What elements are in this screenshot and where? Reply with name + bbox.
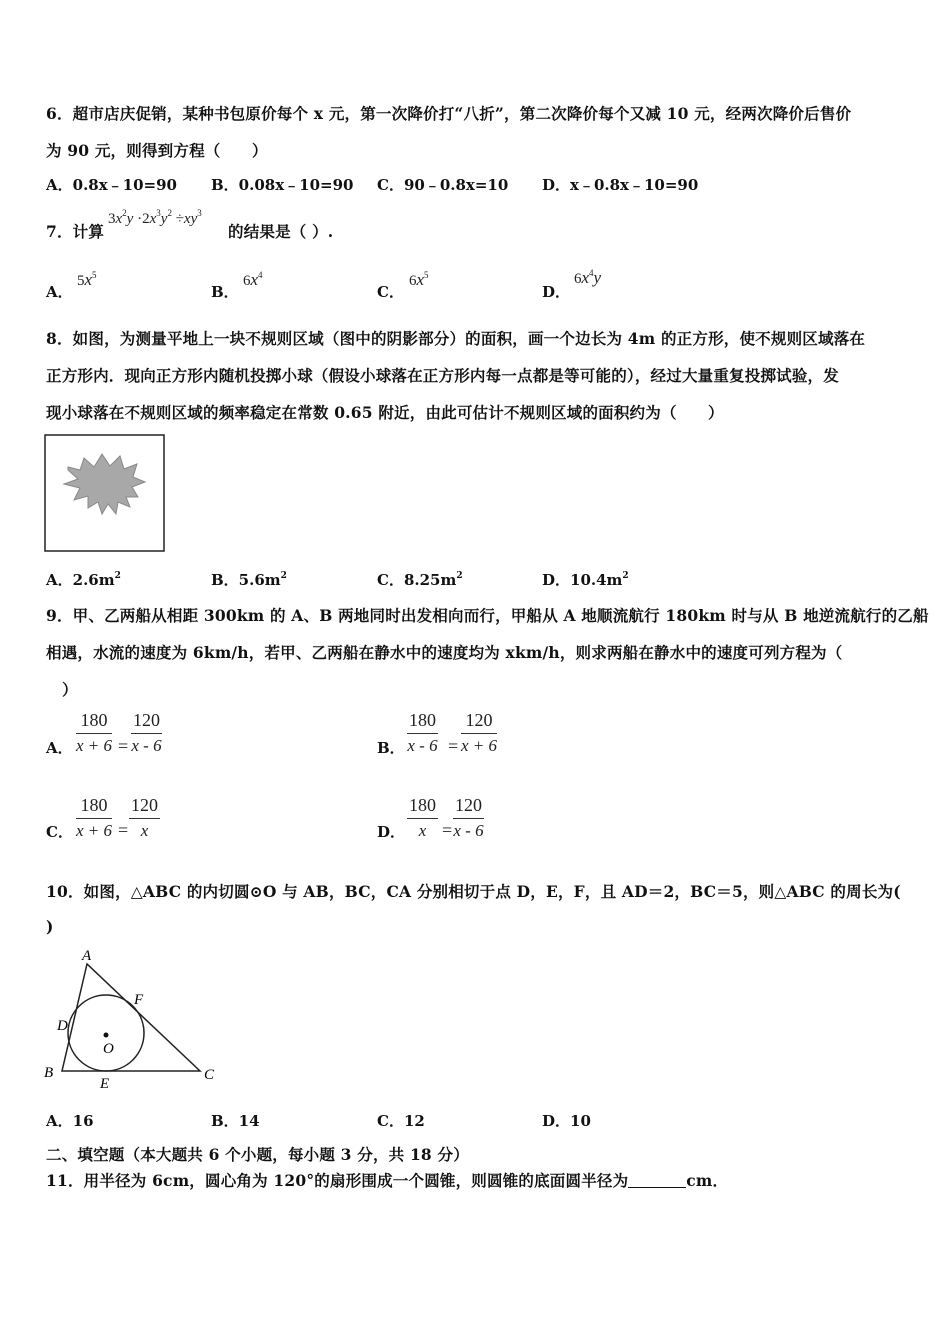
- q11-answer-blank[interactable]: [628, 1173, 686, 1188]
- q9-b-equals: =: [448, 736, 459, 756]
- q7-option-b-label: B．: [211, 283, 239, 301]
- q9-a-fraction-left: $\frac{180}{x + 6}$: [76, 710, 113, 755]
- q7-option-a-label: A．: [46, 283, 73, 301]
- q9-c-fraction-left: $\frac{180}{x + 6}$: [76, 795, 113, 840]
- q9-option-d-label: D．: [377, 823, 406, 841]
- q7-option-d-label: D．: [542, 283, 571, 301]
- q7-option-c-expr: $6x^5$: [409, 270, 429, 289]
- q11-text: 11．用半径为 6cm，圆心角为 120°的扇形围成一个圆锥，则圆锥的底面圆半径为 cm．: [46, 1171, 729, 1190]
- q10-option-c: C．12: [377, 1112, 425, 1130]
- q7-suffix: 的结果是（ ）.: [228, 222, 334, 241]
- label-o: O: [103, 1041, 114, 1057]
- q6-option-a: A．0.8x﹣10=90: [46, 176, 177, 194]
- q8-option-d: D．$10.4m^2$: [542, 571, 629, 589]
- q10-line2: ): [46, 917, 54, 936]
- q7-expression: $3x^2y \cdot 2x^3y^2 \div xy^3$: [108, 208, 202, 227]
- section2-heading: 二、填空题（本大题共 6 个小题，每小题 3 分，共 18 分）: [46, 1145, 469, 1164]
- q10-option-d: D．10: [542, 1112, 591, 1130]
- q9-c-fraction-right: $\frac{120}{x}$: [131, 795, 158, 840]
- q8-line2: 正方形内．现向正方形内随机投掷小球（假设小球落在正方形内每一点都是等可能的），经过大量重复投掷试验，发: [46, 366, 839, 385]
- q9-c-equals: =: [118, 820, 129, 840]
- label-c: C: [204, 1067, 215, 1083]
- q6-option-c: C．90﹣0.8x=10: [377, 176, 509, 194]
- q9-b-fraction-left: $\frac{180}{x - 6}$: [407, 710, 438, 755]
- q9-line1: 9．甲、乙两船从相距 300km 的 A、B 两地同时出发相向而行，甲船从 A 地顺流航行 180km 时与从 B 地逆流航行的乙船: [46, 606, 929, 625]
- q8-option-a: A．$2.6m^2$: [46, 571, 121, 589]
- q8-line3: 现小球落在不规则区域的频率稳定在常数 0.65 附近，由此可估计不规则区域的面积约为（ ）: [46, 403, 724, 422]
- label-f: F: [134, 992, 144, 1008]
- q9-b-fraction-right: $\frac{120}{x + 6}$: [461, 710, 498, 755]
- triangle-incircle-figure: [40, 944, 225, 1094]
- q10-option-a: A．16: [46, 1112, 94, 1130]
- q6-option-b: B．0.08x﹣10=90: [211, 176, 354, 194]
- q7-prefix: 7．计算: [46, 222, 105, 241]
- q7-option-a-expr: $5x^5$: [77, 270, 97, 289]
- q9-d-fraction-right: $\frac{120}{x - 6}$: [453, 795, 484, 840]
- q8-option-b: B．$5.6m^2$: [211, 571, 287, 589]
- q6-line1: 6．超市店庆促销，某种书包原价每个 x 元，第一次降价打“八折”，第二次降价每个又减 10 元，经两次降价后售价: [46, 104, 852, 123]
- q10-option-b: B．14: [211, 1112, 260, 1130]
- label-d: D: [57, 1018, 68, 1034]
- q9-option-b-label: B．: [377, 739, 405, 757]
- q9-a-fraction-right: $\frac{120}{x - 6}$: [131, 710, 162, 755]
- q6-option-d: D．x﹣0.8x﹣10=90: [542, 176, 699, 194]
- q9-a-equals: =: [118, 736, 129, 756]
- q6-line2: 为 90 元，则得到方程（ ）: [46, 141, 268, 160]
- q7-option-b-expr: $6x^4$: [243, 270, 263, 289]
- q9-d-fraction-left: $\frac{180}{x}$: [409, 795, 436, 840]
- q7-option-d-expr: $6x^4y$: [574, 268, 602, 287]
- label-a: A: [82, 948, 92, 964]
- center-point-o: [104, 1033, 109, 1038]
- triangle-abc: [62, 964, 200, 1071]
- q9-d-equals: =: [442, 820, 453, 840]
- q8-line1: 8．如图，为测量平地上一块不规则区域（图中的阴影部分）的面积，画一个边长为 4m 的正方形，使不规则区域落在: [46, 329, 866, 348]
- square-region-figure: [44, 434, 166, 554]
- q8-option-c: C．$8.25m^2$: [377, 571, 463, 589]
- q9-option-c-label: C．: [46, 823, 73, 841]
- q7-option-c-label: C．: [377, 283, 404, 301]
- label-e: E: [100, 1076, 110, 1092]
- q9-line2: 相遇，水流的速度为 6km/h，若甲、乙两船在静水中的速度均为 xkm/h，则求两船在静水中的速度可列方程为（: [46, 643, 843, 662]
- q9-option-a-label: A．: [46, 739, 73, 757]
- q10-line1: 10．如图，△ABC 的内切圆⊙O 与 AB，BC，CA 分别相切于点 D，E，F，且 AD＝2，BC＝5，则△ABC 的周长为(: [46, 882, 901, 901]
- q9-line3: ）: [62, 680, 78, 699]
- label-b: B: [44, 1065, 54, 1081]
